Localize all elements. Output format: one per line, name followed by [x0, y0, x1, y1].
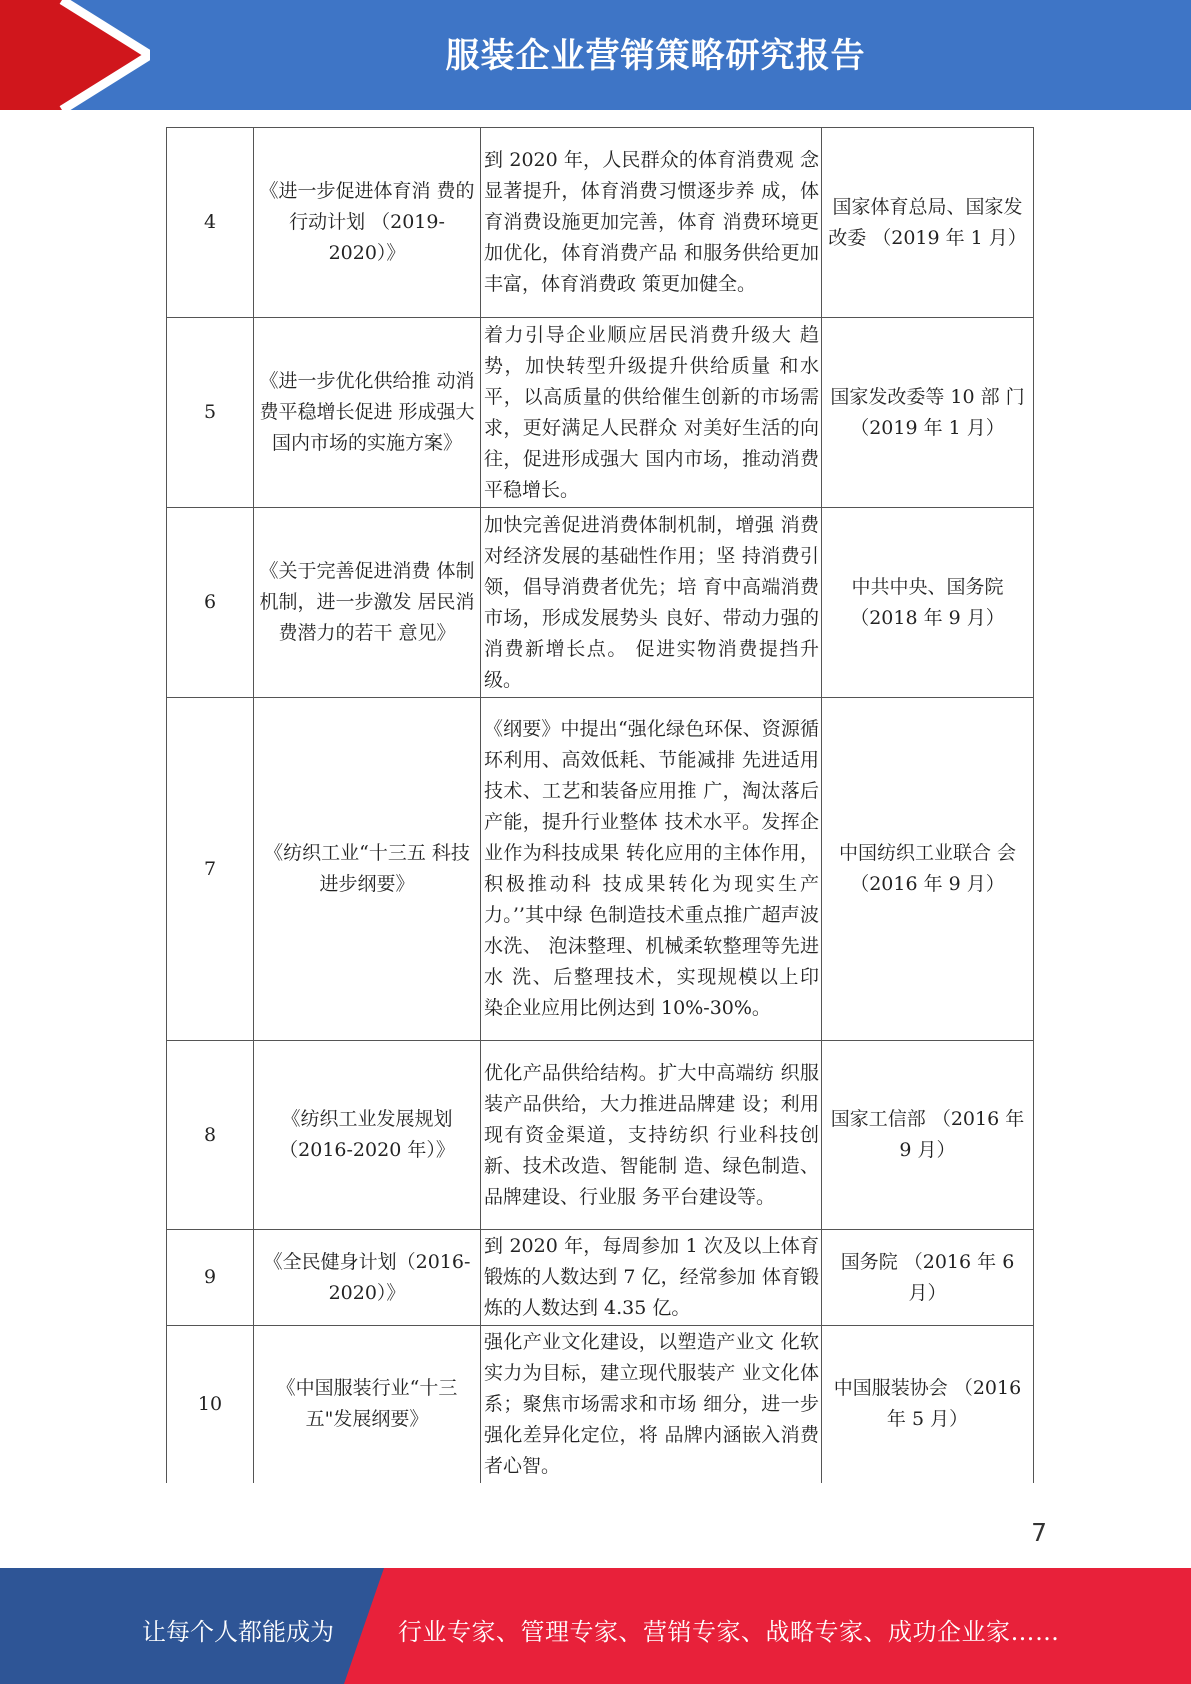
policy-name: 《全民健身计划（2016-2020）》: [254, 1230, 481, 1326]
row-number: 4: [167, 128, 254, 318]
policy-name: 《进一步优化供给推 动消费平稳增长促进 形成强大国内市场的实施方案》: [254, 318, 481, 508]
table-row: [167, 1230, 1034, 1326]
row-number: 8: [167, 1041, 254, 1230]
policy-content: 到 2020 年，人民群众的体育消费观 念显著提升，体育消费习惯逐步养 成，体育消费设施更加完善，体育 消费环境更加优化，体育消费产品 和服务供给更加丰富，体育消费政 策更加健全。: [481, 128, 822, 318]
report-title: 服装企业营销策略研究报告: [445, 36, 866, 76]
policy-table: [166, 127, 1027, 1483]
policy-name: 《纺织工业“十三五 科技进步纲要》: [254, 698, 481, 1041]
policy-name: 《关于完善促进消费 体制机制，进一步激发 居民消费潜力的若干 意见》: [254, 508, 481, 698]
page-header: [0, 0, 1191, 110]
policy-name: 《纺织工业发展规划（2016-2020 年）》: [254, 1041, 481, 1230]
policy-content: 强化产业文化建设，以塑造产业文 化软实力为目标，建立现代服装产 业文化体系；聚焦市场需求和市场 细分，进一步强化差异化定位，将 品牌内涵嵌入消费者心智。: [481, 1326, 822, 1483]
footer-slogan-right: 行业专家、管理专家、营销专家、战略专家、成功企业家……: [398, 1618, 1060, 1646]
policy-issuer: 国务院 （2016 年 6 月）: [822, 1230, 1034, 1326]
table-row: [167, 1326, 1034, 1483]
row-number: 7: [167, 698, 254, 1041]
policy-content: 《纲要》中提出“强化绿色环保、资源循环利用、高效低耗、节能减排 先进适用技术、工艺和装备应用推 广，淘汰落后产能，提升行业整体 技术水平。发挥企业作为科技成果 转化应用的主体作用，积极推动科 技成果转化为现实生产力。’’其中绿 色制造技术重点推广超声波水洗、 泡沫整理、机械柔软整理等先进水 洗、后整理技术，实现规模以上印 染企业应用比例达到 10%-30%。: [481, 698, 822, 1041]
row-number: 5: [167, 318, 254, 508]
policy-issuer: 中共中央、国务院（2018 年 9 月）: [822, 508, 1034, 698]
policy-issuer: 国家体育总局、国家发改委 （2019 年 1 月）: [822, 128, 1034, 318]
row-number: 9: [167, 1230, 254, 1326]
policy-issuer: 国家工信部 （2016 年 9 月）: [822, 1041, 1034, 1230]
policy-content: 到 2020 年，每周参加 1 次及以上体育锻炼的人数达到 7 亿，经常参加 体育锻炼的人数达到 4.35 亿。: [481, 1230, 822, 1326]
table-row: [167, 1041, 1034, 1230]
policy-content: 加快完善促进消费体制机制，增强 消费对经济发展的基础性作用；坚 持消费引领，倡导消费者优先；培 育中高端消费市场，形成发展势头 良好、带动力强的消费新增长点。 促进实物消费提挡升级。: [481, 508, 822, 698]
table-row: [167, 318, 1034, 508]
policy-content: 优化产品供给结构。扩大中高端纺 织服装产品供给，大力推进品牌建 设；利用现有资金渠道，支持纺织 行业科技创新、技术改造、智能制 造、绿色制造、品牌建设、行业服 务平台建设等。: [481, 1041, 822, 1230]
policy-name: 《中国服装行业“十三 五"发展纲要》: [254, 1326, 481, 1483]
policy-name: 《进一步促进体育消 费的行动计划 （2019-2020）》: [254, 128, 481, 318]
policy-issuer: 中国服装协会 （2016 年 5 月）: [822, 1326, 1034, 1483]
policy-content: 着力引导企业顺应居民消费升级大 趋势，加快转型升级提升供给质量 和水平，以高质量的供给催生创新的市场需求，更好满足人民群众 对美好生活的向往，促进形成强大 国内市场，推动消费平稳增长。: [481, 318, 822, 508]
row-number: 6: [167, 508, 254, 698]
table-row: [167, 128, 1034, 318]
page-number: 7: [1031, 1518, 1047, 1547]
footer-slogan-left: 让每个人都能成为: [142, 1618, 334, 1646]
table-row: [167, 698, 1034, 1041]
row-number: 10: [167, 1326, 254, 1483]
table-row: [167, 508, 1034, 698]
policy-issuer: 国家发改委等 10 部 门（2019 年 1 月）: [822, 318, 1034, 508]
policy-issuer: 中国纺织工业联合 会（2016 年 9 月）: [822, 698, 1034, 1041]
